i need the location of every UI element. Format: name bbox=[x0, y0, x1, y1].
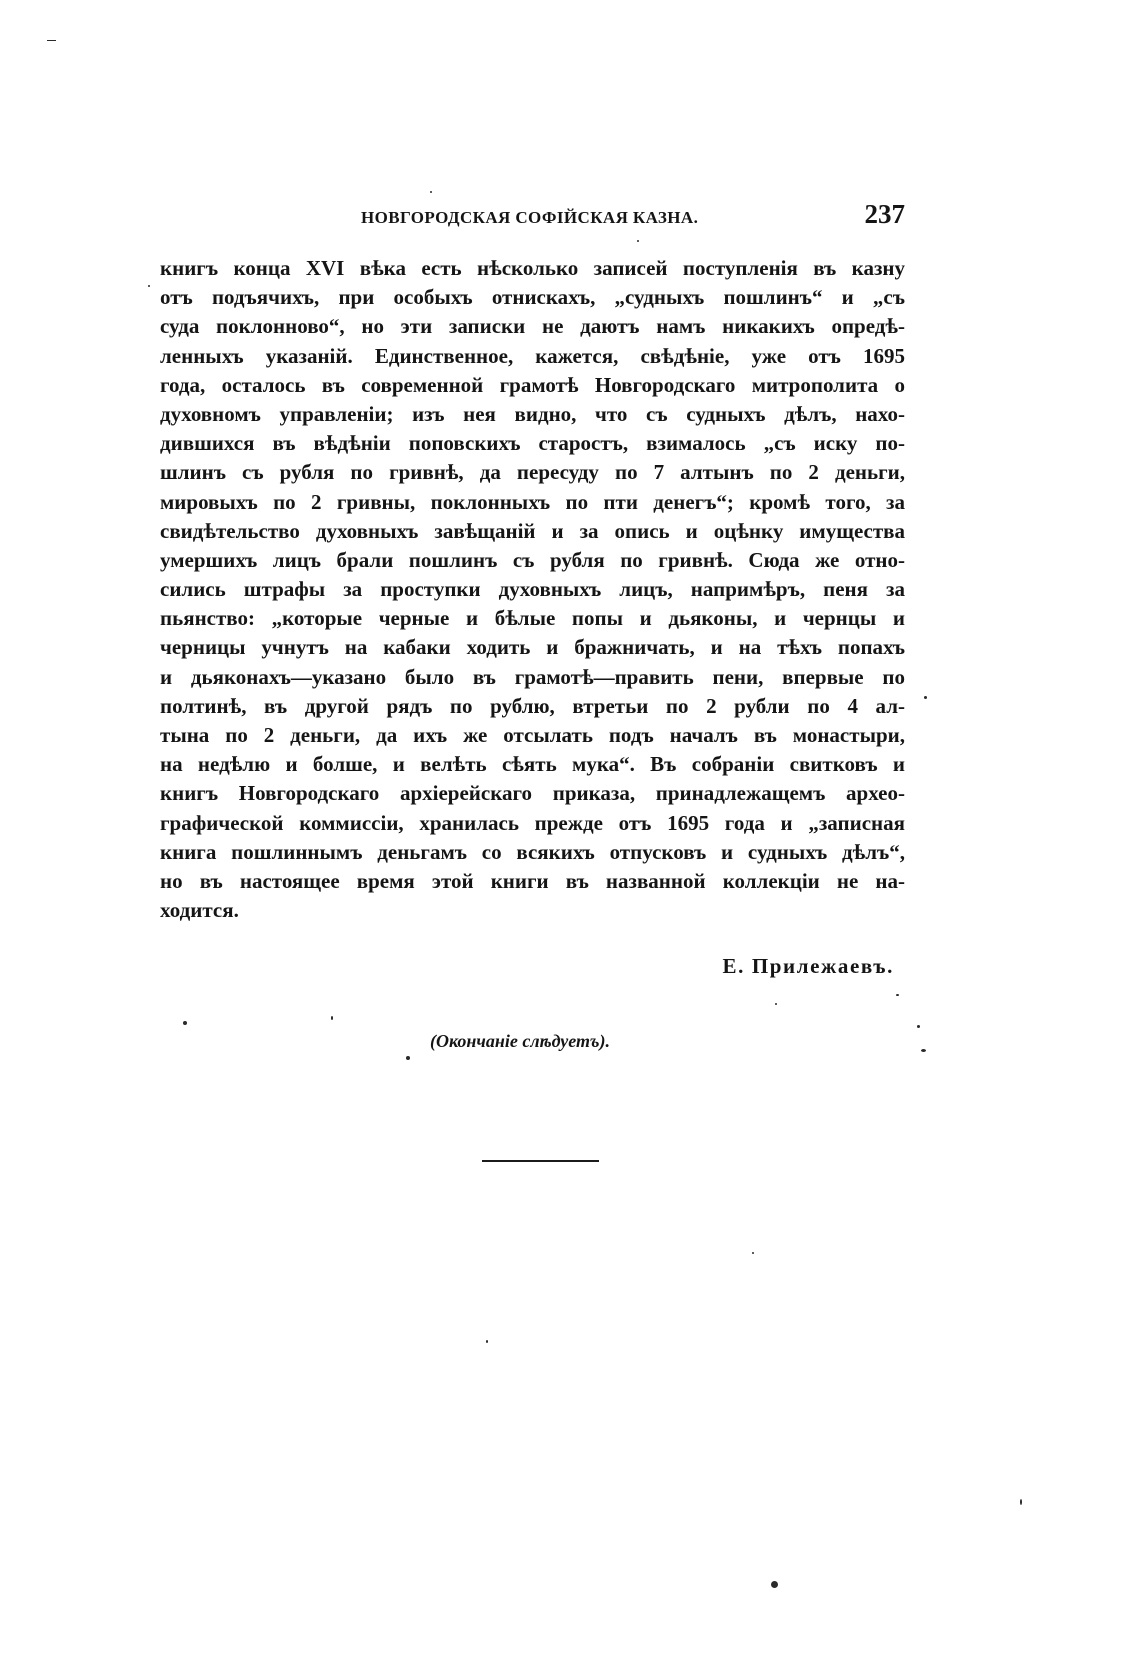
text-line: черницы учнутъ на кабаки ходить и бражничать, и на тѣхъ попахъ bbox=[160, 635, 905, 660]
continuation-note: (Окончаніе слѣдуетъ). bbox=[430, 1031, 610, 1051]
text-line: шлинъ съ рубля по гривнѣ, да пересуду по 7 алтынъ по 2 деньги, bbox=[160, 460, 905, 485]
text-line: мировыхъ по 2 гривны, поклонныхъ по пти денегъ“; кромѣ того, за bbox=[160, 489, 905, 514]
scan-speck bbox=[486, 1340, 488, 1343]
scan-speck bbox=[183, 1021, 187, 1025]
text-line: книгъ конца XVI вѣка есть нѣсколько записей поступленія въ казну bbox=[160, 256, 905, 280]
text-line: духовномъ управленіи; изъ нея видно, что съ судныхъ дѣлъ, нахо- bbox=[160, 401, 905, 426]
scan-speck bbox=[148, 285, 150, 287]
text-line: пьянство: „которые черные и бѣлые попы и дьяконы, и чернцы и bbox=[160, 606, 905, 631]
text-line: книгъ Новгородскаго архіерейскаго приказа, принадлежащемъ архео- bbox=[160, 781, 905, 806]
running-head bbox=[160, 199, 905, 239]
text-line: года, осталось въ современной грамотѣ Новгородскаго митрополита о bbox=[160, 372, 905, 397]
scan-speck bbox=[331, 1016, 333, 1020]
text-line: тына по 2 деньги, да ихъ же отсылать подъ началъ въ монастыри, bbox=[160, 723, 905, 747]
running-title: НОВГОРОДСКАЯ СОФІЙСКАЯ КАЗНА. bbox=[361, 208, 699, 227]
scan-speck bbox=[924, 696, 927, 699]
text-line: свидѣтельство духовныхъ завѣщаній и за опись и оцѣнку имущества bbox=[160, 518, 905, 543]
scan-speck bbox=[771, 1581, 778, 1588]
scan-speck bbox=[917, 1025, 920, 1028]
text-line: сились штрафы за проступки духовныхъ лицъ, напримѣръ, пеня за bbox=[160, 577, 905, 602]
author-signature: Е. Прилежаевъ. bbox=[722, 954, 894, 978]
body-text bbox=[160, 254, 905, 925]
text-line: умершихъ лицъ брали пошлинъ съ рубля по гривнѣ. Сюда же отно- bbox=[160, 547, 905, 572]
text-line: суда поклонново“, но эти записки не даютъ намъ никакихъ опредѣ- bbox=[160, 314, 905, 339]
scan-speck bbox=[921, 1049, 926, 1052]
scan-speck bbox=[47, 40, 56, 41]
text-line-last: ходится. bbox=[160, 898, 239, 923]
text-line: на недѣлю и болше, и велѣть сѣять мука“. Въ собраніи свитковъ и bbox=[160, 752, 905, 777]
text-line: отъ подъячихъ, при особыхъ отнискахъ, „судныхъ пошлинъ“ и „съ bbox=[160, 285, 905, 310]
text-line: дившихся въ вѣдѣніи поповскихъ старостъ, взималось „съ иску по- bbox=[160, 431, 905, 456]
text-line: полтинѣ, въ другой рядъ по рублю, втретьи по 2 рубли по 4 ал- bbox=[160, 693, 905, 718]
text-line: графической коммиссіи, хранилась прежде отъ 1695 года и „записная bbox=[160, 810, 905, 835]
text-line: и дьяконахъ—указано было въ грамотѣ—править пени, впервые по bbox=[160, 664, 905, 689]
text-line: книга пошлиннымъ деньгамъ со всякихъ отпусковъ и судныхъ дѣлъ“, bbox=[160, 839, 905, 864]
scan-speck bbox=[896, 994, 899, 996]
page-number: 237 bbox=[864, 199, 905, 229]
scan-speck bbox=[406, 1056, 410, 1060]
text-line: ленныхъ указаній. Единственное, кажется, свѣдѣніе, уже отъ 1695 bbox=[160, 343, 905, 368]
scan-speck bbox=[1020, 1499, 1022, 1505]
section-rule bbox=[482, 1160, 599, 1162]
scan-speck bbox=[430, 191, 432, 193]
scan-speck bbox=[752, 1252, 754, 1254]
scan-speck bbox=[775, 1003, 777, 1005]
scan-speck bbox=[637, 240, 639, 242]
text-line: но въ настоящее время этой книги въ названной коллекціи не на- bbox=[160, 868, 905, 893]
